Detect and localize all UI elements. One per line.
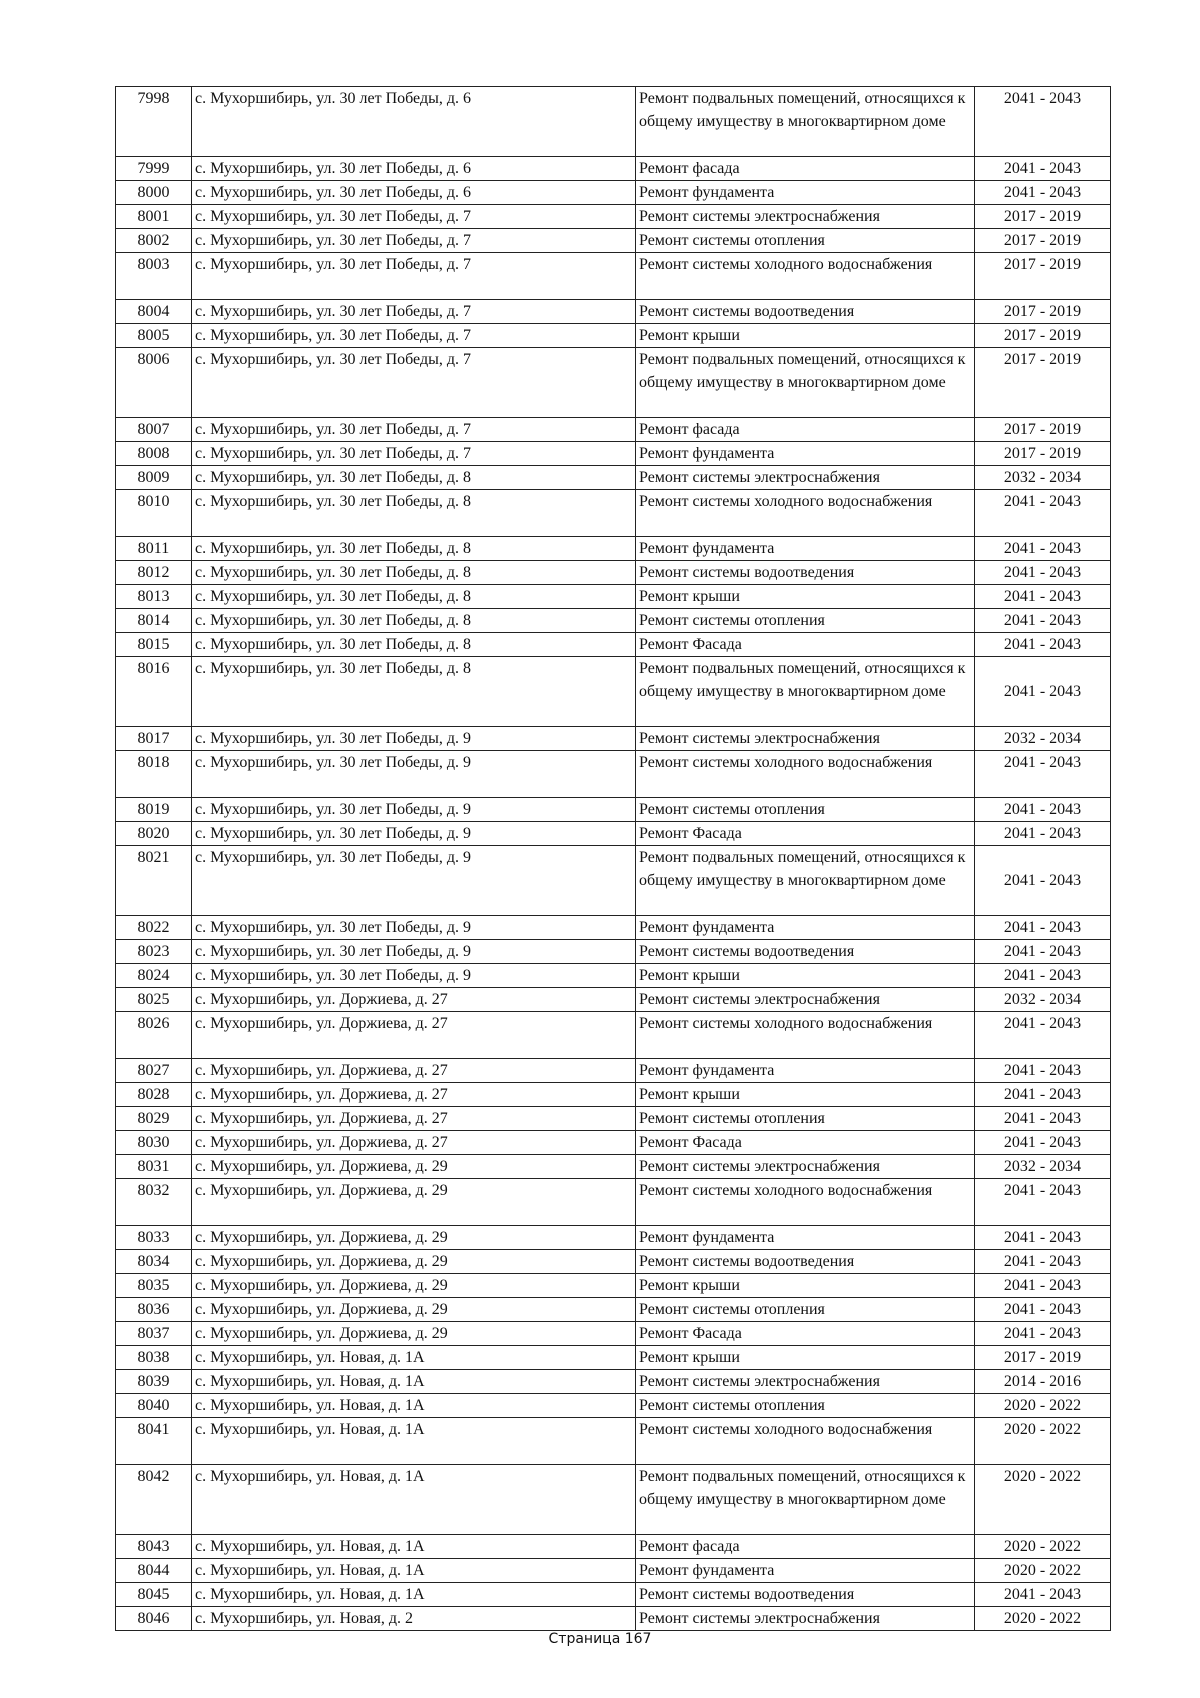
row-period: 2014 - 2016 — [975, 1370, 1111, 1394]
row-period: 2020 - 2022 — [975, 1418, 1111, 1465]
row-number: 8026 — [116, 1012, 192, 1059]
table-row — [116, 300, 1111, 324]
row-number: 8043 — [116, 1535, 192, 1559]
row-period: 2017 - 2019 — [975, 1346, 1111, 1370]
row-address: с. Мухоршибирь, ул. Доржиева, д. 29 — [192, 1179, 636, 1226]
row-work-type: Ремонт системы водоотведения — [636, 940, 975, 964]
row-address: с. Мухоршибирь, ул. Доржиева, д. 29 — [192, 1226, 636, 1250]
table-row — [116, 633, 1111, 657]
row-work-type: Ремонт подвальных помещений, относящихся к общему имуществу в многоквартирном доме — [636, 348, 975, 418]
row-number: 8036 — [116, 1298, 192, 1322]
row-number: 8018 — [116, 751, 192, 798]
row-number: 8009 — [116, 466, 192, 490]
row-number: 8020 — [116, 822, 192, 846]
row-period: 2041 - 2043 — [975, 87, 1111, 157]
table-row — [116, 657, 1111, 727]
row-period: 2041 - 2043 — [975, 537, 1111, 561]
row-period: 2041 - 2043 — [975, 822, 1111, 846]
row-work-type: Ремонт системы холодного водоснабжения — [636, 1179, 975, 1226]
row-address: с. Мухоршибирь, ул. 30 лет Победы, д. 8 — [192, 633, 636, 657]
row-address: с. Мухоршибирь, ул. 30 лет Победы, д. 7 — [192, 324, 636, 348]
table-row — [116, 418, 1111, 442]
row-address: с. Мухоршибирь, ул. Новая, д. 1А — [192, 1418, 636, 1465]
row-work-type: Ремонт системы отопления — [636, 798, 975, 822]
table-row — [116, 964, 1111, 988]
row-work-type: Ремонт системы электроснабжения — [636, 1607, 975, 1631]
table-row — [116, 1322, 1111, 1346]
row-period: 2017 - 2019 — [975, 442, 1111, 466]
row-work-type: Ремонт системы электроснабжения — [636, 1155, 975, 1179]
row-address: с. Мухоршибирь, ул. 30 лет Победы, д. 8 — [192, 537, 636, 561]
repair-schedule-table — [115, 86, 1111, 1631]
row-period: 2041 - 2043 — [975, 798, 1111, 822]
row-number: 8035 — [116, 1274, 192, 1298]
row-address: с. Мухоршибирь, ул. Доржиева, д. 27 — [192, 988, 636, 1012]
table-row — [116, 1346, 1111, 1370]
row-number: 8022 — [116, 916, 192, 940]
row-address: с. Мухоршибирь, ул. 30 лет Победы, д. 9 — [192, 940, 636, 964]
row-work-type: Ремонт системы водоотведения — [636, 1583, 975, 1607]
row-address: с. Мухоршибирь, ул. Новая, д. 1А — [192, 1465, 636, 1535]
row-address: с. Мухоршибирь, ул. Новая, д. 1А — [192, 1583, 636, 1607]
row-period: 2041 - 2043 — [975, 1322, 1111, 1346]
table-row — [116, 916, 1111, 940]
row-period: 2041 - 2043 — [975, 916, 1111, 940]
row-work-type: Ремонт системы электроснабжения — [636, 1370, 975, 1394]
row-number: 8007 — [116, 418, 192, 442]
row-address: с. Мухоршибирь, ул. Доржиева, д. 27 — [192, 1083, 636, 1107]
row-address: с. Мухоршибирь, ул. Новая, д. 1А — [192, 1346, 636, 1370]
row-work-type: Ремонт системы электроснабжения — [636, 988, 975, 1012]
table-row — [116, 609, 1111, 633]
row-address: с. Мухоршибирь, ул. 30 лет Победы, д. 7 — [192, 253, 636, 300]
row-address: с. Мухоршибирь, ул. Новая, д. 1А — [192, 1559, 636, 1583]
table-row — [116, 490, 1111, 537]
row-work-type: Ремонт Фасада — [636, 1131, 975, 1155]
table-row — [116, 1226, 1111, 1250]
row-address: с. Мухоршибирь, ул. 30 лет Победы, д. 6 — [192, 157, 636, 181]
row-period: 2032 - 2034 — [975, 466, 1111, 490]
row-work-type: Ремонт фундамента — [636, 1226, 975, 1250]
row-work-type: Ремонт фасада — [636, 418, 975, 442]
row-number: 8029 — [116, 1107, 192, 1131]
row-number: 7999 — [116, 157, 192, 181]
page-number: Страница 167 — [548, 1631, 652, 1647]
table-row — [116, 1370, 1111, 1394]
row-number: 8032 — [116, 1179, 192, 1226]
row-work-type: Ремонт системы электроснабжения — [636, 727, 975, 751]
table-row — [116, 205, 1111, 229]
row-period: 2017 - 2019 — [975, 418, 1111, 442]
row-work-type: Ремонт системы электроснабжения — [636, 466, 975, 490]
row-work-type: Ремонт крыши — [636, 1274, 975, 1298]
row-work-type: Ремонт системы отопления — [636, 609, 975, 633]
table-row — [116, 751, 1111, 798]
row-number: 8013 — [116, 585, 192, 609]
row-period: 2041 - 2043 — [975, 846, 1111, 916]
table-row — [116, 157, 1111, 181]
row-number: 8015 — [116, 633, 192, 657]
row-address: с. Мухоршибирь, ул. Новая, д. 1А — [192, 1394, 636, 1418]
row-period: 2041 - 2043 — [975, 751, 1111, 798]
table-row — [116, 1298, 1111, 1322]
row-work-type: Ремонт системы отопления — [636, 229, 975, 253]
row-work-type: Ремонт фундамента — [636, 181, 975, 205]
row-number: 8012 — [116, 561, 192, 585]
table-row — [116, 822, 1111, 846]
row-work-type: Ремонт системы отопления — [636, 1298, 975, 1322]
row-number: 8031 — [116, 1155, 192, 1179]
row-work-type: Ремонт системы отопления — [636, 1107, 975, 1131]
row-work-type: Ремонт системы водоотведения — [636, 561, 975, 585]
row-number: 8024 — [116, 964, 192, 988]
row-period: 2041 - 2043 — [975, 181, 1111, 205]
row-address: с. Мухоршибирь, ул. 30 лет Победы, д. 8 — [192, 609, 636, 633]
table-row — [116, 1250, 1111, 1274]
row-period: 2041 - 2043 — [975, 633, 1111, 657]
row-work-type: Ремонт крыши — [636, 585, 975, 609]
table-row — [116, 229, 1111, 253]
table-row — [116, 466, 1111, 490]
table-row — [116, 87, 1111, 157]
row-number: 8039 — [116, 1370, 192, 1394]
row-number: 8021 — [116, 846, 192, 916]
row-number: 8002 — [116, 229, 192, 253]
row-number: 8030 — [116, 1131, 192, 1155]
row-work-type: Ремонт фундамента — [636, 1059, 975, 1083]
row-work-type: Ремонт крыши — [636, 1346, 975, 1370]
row-number: 8000 — [116, 181, 192, 205]
table-row — [116, 1059, 1111, 1083]
row-number: 7998 — [116, 87, 192, 157]
row-work-type: Ремонт Фасада — [636, 822, 975, 846]
row-address: с. Мухоршибирь, ул. 30 лет Победы, д. 6 — [192, 181, 636, 205]
row-number: 8046 — [116, 1607, 192, 1631]
row-period: 2020 - 2022 — [975, 1535, 1111, 1559]
row-work-type: Ремонт системы холодного водоснабжения — [636, 1012, 975, 1059]
table-body — [116, 87, 1111, 1631]
row-number: 8019 — [116, 798, 192, 822]
table-row — [116, 1465, 1111, 1535]
table-row — [116, 1131, 1111, 1155]
row-address: с. Мухоршибирь, ул. 30 лет Победы, д. 7 — [192, 300, 636, 324]
row-period: 2041 - 2043 — [975, 609, 1111, 633]
row-period: 2041 - 2043 — [975, 1583, 1111, 1607]
row-address: с. Мухоршибирь, ул. 30 лет Победы, д. 8 — [192, 466, 636, 490]
row-period: 2041 - 2043 — [975, 1179, 1111, 1226]
row-address: с. Мухоршибирь, ул. 30 лет Победы, д. 9 — [192, 822, 636, 846]
row-work-type: Ремонт системы холодного водоснабжения — [636, 1418, 975, 1465]
row-period: 2041 - 2043 — [975, 940, 1111, 964]
row-address: с. Мухоршибирь, ул. Доржиева, д. 27 — [192, 1012, 636, 1059]
row-address: с. Мухоршибирь, ул. Доржиева, д. 27 — [192, 1107, 636, 1131]
row-work-type: Ремонт системы водоотведения — [636, 1250, 975, 1274]
row-period: 2041 - 2043 — [975, 157, 1111, 181]
row-period: 2032 - 2034 — [975, 727, 1111, 751]
row-number: 8044 — [116, 1559, 192, 1583]
table-row — [116, 1583, 1111, 1607]
table-row — [116, 324, 1111, 348]
row-number: 8010 — [116, 490, 192, 537]
table-row — [116, 537, 1111, 561]
row-period: 2020 - 2022 — [975, 1607, 1111, 1631]
row-work-type: Ремонт фундамента — [636, 916, 975, 940]
row-number: 8023 — [116, 940, 192, 964]
row-address: с. Мухоршибирь, ул. Доржиева, д. 29 — [192, 1322, 636, 1346]
row-number: 8027 — [116, 1059, 192, 1083]
row-work-type: Ремонт системы отопления — [636, 1394, 975, 1418]
row-period: 2041 - 2043 — [975, 1083, 1111, 1107]
row-number: 8001 — [116, 205, 192, 229]
row-number: 8016 — [116, 657, 192, 727]
row-period: 2020 - 2022 — [975, 1394, 1111, 1418]
row-period: 2017 - 2019 — [975, 253, 1111, 300]
row-work-type: Ремонт подвальных помещений, относящихся к общему имуществу в многоквартирном доме — [636, 846, 975, 916]
row-address: с. Мухоршибирь, ул. 30 лет Победы, д. 8 — [192, 561, 636, 585]
row-address: с. Мухоршибирь, ул. Новая, д. 1А — [192, 1370, 636, 1394]
table-row — [116, 1012, 1111, 1059]
table-row — [116, 253, 1111, 300]
row-period: 2032 - 2034 — [975, 988, 1111, 1012]
row-work-type: Ремонт подвальных помещений, относящихся к общему имуществу в многоквартирном доме — [636, 657, 975, 727]
row-number: 8041 — [116, 1418, 192, 1465]
row-period: 2017 - 2019 — [975, 324, 1111, 348]
row-number: 8037 — [116, 1322, 192, 1346]
row-period: 2041 - 2043 — [975, 1012, 1111, 1059]
row-period: 2032 - 2034 — [975, 1155, 1111, 1179]
row-address: с. Мухоршибирь, ул. Новая, д. 2 — [192, 1607, 636, 1631]
row-address: с. Мухоршибирь, ул. 30 лет Победы, д. 8 — [192, 490, 636, 537]
row-number: 8042 — [116, 1465, 192, 1535]
row-period: 2017 - 2019 — [975, 348, 1111, 418]
row-work-type: Ремонт Фасада — [636, 1322, 975, 1346]
table-row — [116, 798, 1111, 822]
table-row — [116, 1107, 1111, 1131]
row-work-type: Ремонт Фасада — [636, 633, 975, 657]
table-row — [116, 727, 1111, 751]
row-period: 2041 - 2043 — [975, 657, 1111, 727]
row-address: с. Мухоршибирь, ул. 30 лет Победы, д. 7 — [192, 442, 636, 466]
row-period: 2041 - 2043 — [975, 585, 1111, 609]
table-row — [116, 1083, 1111, 1107]
row-number: 8034 — [116, 1250, 192, 1274]
row-address: с. Мухоршибирь, ул. 30 лет Победы, д. 8 — [192, 657, 636, 727]
row-number: 8033 — [116, 1226, 192, 1250]
row-address: с. Мухоршибирь, ул. Доржиева, д. 29 — [192, 1250, 636, 1274]
row-period: 2041 - 2043 — [975, 1226, 1111, 1250]
row-work-type: Ремонт крыши — [636, 324, 975, 348]
row-number: 8014 — [116, 609, 192, 633]
row-period: 2017 - 2019 — [975, 300, 1111, 324]
table-row — [116, 1559, 1111, 1583]
row-number: 8003 — [116, 253, 192, 300]
row-address: с. Мухоршибирь, ул. 30 лет Победы, д. 9 — [192, 846, 636, 916]
row-number: 8038 — [116, 1346, 192, 1370]
row-address: с. Мухоршибирь, ул. Доржиева, д. 29 — [192, 1274, 636, 1298]
row-work-type: Ремонт фасада — [636, 1535, 975, 1559]
row-number: 8005 — [116, 324, 192, 348]
row-period: 2041 - 2043 — [975, 1107, 1111, 1131]
table-row — [116, 561, 1111, 585]
row-work-type: Ремонт подвальных помещений, относящихся к общему имуществу в многоквартирном доме — [636, 1465, 975, 1535]
row-address: с. Мухоршибирь, ул. Доржиева, д. 27 — [192, 1059, 636, 1083]
row-period: 2041 - 2043 — [975, 1131, 1111, 1155]
row-address: с. Мухоршибирь, ул. Доржиева, д. 27 — [192, 1131, 636, 1155]
row-work-type: Ремонт фундамента — [636, 442, 975, 466]
row-address: с. Мухоршибирь, ул. 30 лет Победы, д. 7 — [192, 205, 636, 229]
table-row — [116, 442, 1111, 466]
row-address: с. Мухоршибирь, ул. 30 лет Победы, д. 7 — [192, 229, 636, 253]
row-number: 8008 — [116, 442, 192, 466]
table-row — [116, 1155, 1111, 1179]
row-work-type: Ремонт системы водоотведения — [636, 300, 975, 324]
table-row — [116, 1607, 1111, 1631]
row-address: с. Мухоршибирь, ул. Новая, д. 1А — [192, 1535, 636, 1559]
table-row — [116, 181, 1111, 205]
row-number: 8025 — [116, 988, 192, 1012]
row-work-type: Ремонт системы электроснабжения — [636, 205, 975, 229]
table-row — [116, 585, 1111, 609]
row-number: 8011 — [116, 537, 192, 561]
row-address: с. Мухоршибирь, ул. 30 лет Победы, д. 9 — [192, 751, 636, 798]
row-period: 2041 - 2043 — [975, 561, 1111, 585]
row-work-type: Ремонт системы холодного водоснабжения — [636, 490, 975, 537]
row-number: 8028 — [116, 1083, 192, 1107]
row-number: 8006 — [116, 348, 192, 418]
row-period: 2041 - 2043 — [975, 1298, 1111, 1322]
table-row — [116, 1179, 1111, 1226]
row-period: 2041 - 2043 — [975, 490, 1111, 537]
row-period: 2041 - 2043 — [975, 1274, 1111, 1298]
row-work-type: Ремонт фасада — [636, 157, 975, 181]
table-row — [116, 1274, 1111, 1298]
row-work-type: Ремонт фундамента — [636, 537, 975, 561]
row-work-type: Ремонт крыши — [636, 1083, 975, 1107]
row-number: 8004 — [116, 300, 192, 324]
table-row — [116, 846, 1111, 916]
row-address: с. Мухоршибирь, ул. 30 лет Победы, д. 8 — [192, 585, 636, 609]
row-period: 2041 - 2043 — [975, 1250, 1111, 1274]
row-address: с. Мухоршибирь, ул. 30 лет Победы, д. 9 — [192, 916, 636, 940]
row-period: 2020 - 2022 — [975, 1559, 1111, 1583]
table-row — [116, 1394, 1111, 1418]
row-address: с. Мухоршибирь, ул. 30 лет Победы, д. 7 — [192, 418, 636, 442]
row-work-type: Ремонт фундамента — [636, 1559, 975, 1583]
table-row — [116, 1418, 1111, 1465]
row-address: с. Мухоршибирь, ул. 30 лет Победы, д. 7 — [192, 348, 636, 418]
row-address: с. Мухоршибирь, ул. Доржиева, д. 29 — [192, 1298, 636, 1322]
row-period: 2017 - 2019 — [975, 205, 1111, 229]
row-work-type: Ремонт крыши — [636, 964, 975, 988]
row-period: 2041 - 2043 — [975, 1059, 1111, 1083]
row-number: 8040 — [116, 1394, 192, 1418]
row-address: с. Мухоршибирь, ул. 30 лет Победы, д. 9 — [192, 964, 636, 988]
row-address: с. Мухоршибирь, ул. Доржиева, д. 29 — [192, 1155, 636, 1179]
row-address: с. Мухоршибирь, ул. 30 лет Победы, д. 6 — [192, 87, 636, 157]
table-row — [116, 940, 1111, 964]
table-row — [116, 988, 1111, 1012]
row-number: 8045 — [116, 1583, 192, 1607]
row-period: 2020 - 2022 — [975, 1465, 1111, 1535]
row-address: с. Мухоршибирь, ул. 30 лет Победы, д. 9 — [192, 798, 636, 822]
row-work-type: Ремонт подвальных помещений, относящихся к общему имуществу в многоквартирном доме — [636, 87, 975, 157]
table-row — [116, 1535, 1111, 1559]
row-address: с. Мухоршибирь, ул. 30 лет Победы, д. 9 — [192, 727, 636, 751]
table-row — [116, 348, 1111, 418]
row-work-type: Ремонт системы холодного водоснабжения — [636, 253, 975, 300]
row-period: 2017 - 2019 — [975, 229, 1111, 253]
row-number: 8017 — [116, 727, 192, 751]
row-work-type: Ремонт системы холодного водоснабжения — [636, 751, 975, 798]
row-period: 2041 - 2043 — [975, 964, 1111, 988]
